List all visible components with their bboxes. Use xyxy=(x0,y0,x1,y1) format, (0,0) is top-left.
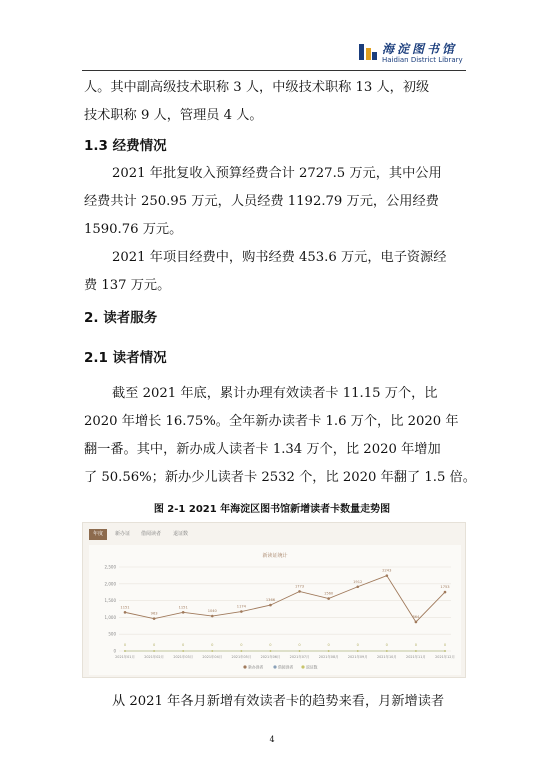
chart-tab[interactable]: 新办证 xyxy=(115,531,131,537)
data-point xyxy=(240,650,242,652)
data-point xyxy=(444,591,447,594)
legend-label: 新办读者 xyxy=(248,664,264,670)
data-point xyxy=(386,574,389,577)
x-tick-label: 2021年07月 xyxy=(289,655,310,659)
x-tick-label: 2021年11月 xyxy=(406,655,426,659)
body-text-line: 从 2021 年各月新增有效读者卡的趋势来看，月新增读者 xyxy=(112,694,445,709)
x-tick-label: 2021年04月 xyxy=(202,655,223,659)
header-divider xyxy=(82,70,466,71)
body-text-line: 1590.76 万元。 xyxy=(84,222,183,237)
data-point xyxy=(153,617,156,620)
body-text-line: 人。其中副高级技术职称 3 人，中级技术职称 13 人，初级 xyxy=(84,80,430,95)
data-label: 1151 xyxy=(178,605,188,610)
data-point xyxy=(211,650,213,652)
data-point xyxy=(415,621,418,624)
data-point xyxy=(444,650,446,652)
data-label: 1040 xyxy=(207,609,217,614)
data-point xyxy=(124,650,126,652)
data-label: 0 xyxy=(356,643,359,647)
data-label: 1151 xyxy=(120,605,130,610)
data-point xyxy=(357,650,359,652)
chart-screenshot xyxy=(82,522,466,678)
body-text-line: 2021 年批复收入预算经费合计 2727.5 万元，其中公用 xyxy=(112,166,442,181)
x-tick-label: 2021年03月 xyxy=(173,655,194,659)
body-text-line: 费 137 万元。 xyxy=(84,278,171,293)
section-heading-2: 2. 读者服务 xyxy=(84,310,158,326)
data-label: 864 xyxy=(412,614,420,619)
page-number: 4 xyxy=(269,735,275,744)
y-tick-label: 2,500 xyxy=(104,564,116,570)
body-text-line: 2020 年增长 16.75%。全年新办读者卡 1.6 万个，比 2020 年 xyxy=(84,414,459,429)
body-text-line: 经费共计 250.95 万元，人员经费 1192.79 万元，公用经费 xyxy=(84,194,439,209)
x-tick-label: 2021年01月 xyxy=(115,655,135,659)
body-text-line: 翻一番。其中，新办成人读者卡 1.34 万个，比 2020 年增加 xyxy=(84,442,441,457)
data-label: 1773 xyxy=(294,584,305,589)
chart-area xyxy=(89,545,461,675)
body-text-line: 了 50.56%；新办少儿读者卡 2532 个，比 2020 年翻了 1.5 倍。 xyxy=(84,470,476,485)
x-tick-label: 2021年05月 xyxy=(231,655,252,659)
page-header xyxy=(82,36,466,70)
data-label: 0 xyxy=(182,643,185,647)
data-label: 1366 xyxy=(265,598,276,603)
legend-label: 退证数 xyxy=(306,664,318,670)
x-tick-label: 2021年06月 xyxy=(260,655,281,659)
x-tick-label: 2021年10月 xyxy=(376,655,397,659)
data-label: 1560 xyxy=(324,591,334,596)
data-point xyxy=(182,611,185,614)
data-point xyxy=(298,590,301,593)
data-point xyxy=(211,615,214,618)
section-heading-2-1: 2.1 读者情况 xyxy=(84,350,167,366)
legend-marker xyxy=(273,665,276,668)
y-tick-label: 2,000 xyxy=(104,581,116,587)
legend-label: 借阅读者 xyxy=(278,664,294,670)
x-tick-label: 2021年09月 xyxy=(347,655,368,659)
data-point xyxy=(328,650,330,652)
body-text-line: 2021 年项目经费中，购书经费 453.6 万元，电子资源经 xyxy=(112,250,447,265)
data-label: 1912 xyxy=(353,579,363,584)
data-label: 0 xyxy=(123,643,127,647)
figure-caption: 图 2-1 2021 年海淀区图书馆新增读者卡数量走势图 xyxy=(153,504,391,515)
body-text-line: 技术职称 9 人，管理员 4 人。 xyxy=(84,108,263,123)
data-point xyxy=(327,597,330,600)
line-chart xyxy=(89,545,461,675)
legend-marker xyxy=(301,665,304,668)
library-logo xyxy=(358,40,466,68)
data-label: 0 xyxy=(298,643,301,647)
data-point xyxy=(153,650,155,652)
x-tick-label: 2021年02月 xyxy=(144,655,164,659)
section-heading-1-3: 1.3 经费情况 xyxy=(84,138,167,154)
data-label: 0 xyxy=(414,643,418,647)
data-point xyxy=(299,650,301,652)
data-label: 0 xyxy=(443,643,447,647)
data-label: 0 xyxy=(240,643,243,647)
data-point xyxy=(182,650,184,652)
chart-tab[interactable]: 年度 xyxy=(89,529,107,540)
y-tick-label: 1,500 xyxy=(104,598,116,604)
data-point xyxy=(386,650,388,652)
data-label: 0 xyxy=(152,643,156,647)
data-point xyxy=(415,650,417,652)
data-point xyxy=(356,585,359,588)
y-tick-label: 1,000 xyxy=(104,614,116,620)
data-point xyxy=(270,650,272,652)
chart-title: 新读证统计 xyxy=(262,553,288,559)
data-point xyxy=(240,610,243,613)
data-label: 0 xyxy=(327,643,330,647)
library-logo-icon xyxy=(358,42,378,62)
data-label: 0 xyxy=(385,643,388,647)
chart-tab[interactable]: 退证数 xyxy=(173,531,189,537)
body-text-line: 截至 2021 年底，累计办理有效读者卡 11.15 万个，比 xyxy=(112,386,438,401)
legend-marker xyxy=(243,665,246,668)
series-line xyxy=(125,576,445,622)
y-tick-label: 0 xyxy=(113,648,116,654)
chart-tab[interactable]: 借阅读者 xyxy=(141,531,162,537)
data-label: 963 xyxy=(150,611,158,616)
x-tick-label: 2021年08月 xyxy=(318,655,339,659)
data-point xyxy=(269,604,272,607)
data-label: 1174 xyxy=(236,604,246,609)
data-label: 0 xyxy=(269,643,272,647)
x-tick-label: 2021年12月 xyxy=(435,655,455,659)
library-name-cn: 海淀图书馆 xyxy=(382,42,458,56)
library-name-en: Haidian District Library xyxy=(382,56,463,64)
data-label: 2243 xyxy=(382,568,392,573)
data-label: 1753 xyxy=(440,585,450,590)
data-point xyxy=(124,611,127,614)
y-tick-label: 500 xyxy=(108,631,116,637)
data-label: 0 xyxy=(211,643,214,647)
